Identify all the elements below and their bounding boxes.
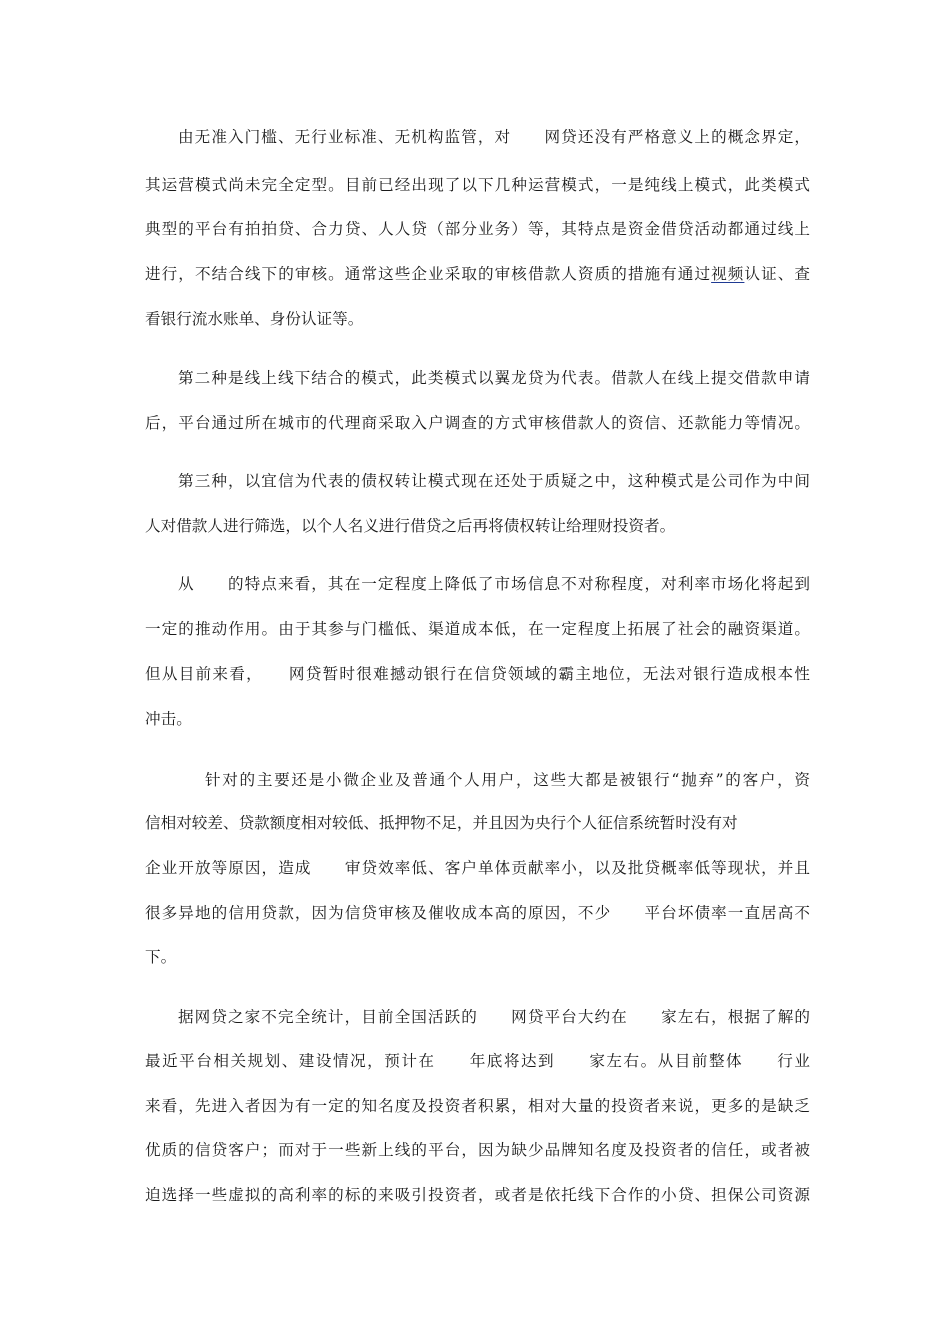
paragraph-4-line-3: 但从目前来看， 网贷暂时很难撼动银行在信贷领域的霸主地位，无法对银行造成根本性 [145, 665, 810, 683]
paragraph-6-line-4: 优质的信贷客户；而对于一些新上线的平台，因为缺少品牌知名度及投资者的信任，或者被 [145, 1141, 810, 1159]
paragraph-4-line-1: 从 的特点来看，其在一定程度上降低了市场信息不对称程度，对利率市场化将起到 [178, 575, 810, 593]
paragraph-1-line-4 [145, 259, 810, 289]
paragraph-5-line-1: 针对的主要还是小微企业及普通个人用户，这些大都是被银行“抛弃”的客户，资 [205, 771, 810, 789]
paragraph-4-line-2: 一定的推动作用。由于其参与门槛低、渠道成本低，在一定程度上拓展了社会的融资渠道。 [145, 620, 810, 638]
paragraph-5-line-3: 企业开放等原因，造成 审贷效率低、客户单体贡献率小，以及批贷概率低等现状，并且 [145, 859, 810, 877]
paragraph-5-line-2: 信相对较差、贷款额度相对较低、抵押物不足，并且因为央行个人征信系统暂时没有对 [145, 814, 738, 832]
paragraph-5-line-4: 很多异地的信用贷款，因为信贷审核及催收成本高的原因，不少 平台坏债率一直居高不 [145, 904, 810, 922]
paragraph-2-line-1: 第二种是线上线下结合的模式，此类模式以翼龙贷为代表。借款人在线上提交借款申请 [178, 369, 810, 387]
paragraph-1-line-5: 看银行流水账单、身份认证等。 [145, 310, 364, 328]
paragraph-3-line-2: 人对借款人进行筛选，以个人名义进行借贷之后再将债权转让给理财投资者。 [145, 517, 676, 535]
video-link[interactable]: 视频 [711, 265, 745, 283]
paragraph-1-line-4-tail: 认证、查 [744, 265, 810, 283]
paragraph-3-line-1: 第三种，以宜信为代表的债权转让模式现在还处于质疑之中，这种模式是公司作为中间 [178, 472, 810, 490]
paragraph-6-line-1: 据网贷之家不完全统计，目前全国活跃的 网贷平台大约在 家左右，根据了解的 [178, 1008, 810, 1026]
paragraph-4-line-4: 冲击。 [145, 710, 192, 728]
paragraph-6-line-2: 最近平台相关规划、建设情况，预计在 年底将达到 家左右。从目前整体 行业 [145, 1052, 810, 1070]
paragraph-1-line-1: 由无准入门槛、无行业标准、无机构监管，对 网贷还没有严格意义上的概念界定， [178, 128, 810, 146]
paragraph-1-line-2: 其运营模式尚未完全定型。目前已经出现了以下几种运营模式，一是纯线上模式，此类模式 [145, 176, 810, 194]
paragraph-1-line-3: 典型的平台有拍拍贷、合力贷、人人贷（部分业务）等，其特点是资金借贷活动都通过线上 [145, 220, 810, 238]
paragraph-6-line-5: 迫选择一些虚拟的高利率的标的来吸引投资者，或者是依托线下合作的小贷、担保公司资源 [145, 1186, 810, 1204]
paragraph-1-line-4-text: 进行，不结合线下的审核。通常这些企业采取的审核借款人资质的措施有通过 [145, 265, 712, 283]
paragraph-2-line-2: 后，平台通过所在城市的代理商采取入户调查的方式审核借款人的资信、还款能力等情况。 [145, 414, 810, 432]
paragraph-5-line-5: 下。 [145, 948, 177, 966]
paragraph-6-line-3: 来看，先进入者因为有一定的知名度及投资者积累，相对大量的投资者来说，更多的是缺乏 [145, 1097, 810, 1115]
